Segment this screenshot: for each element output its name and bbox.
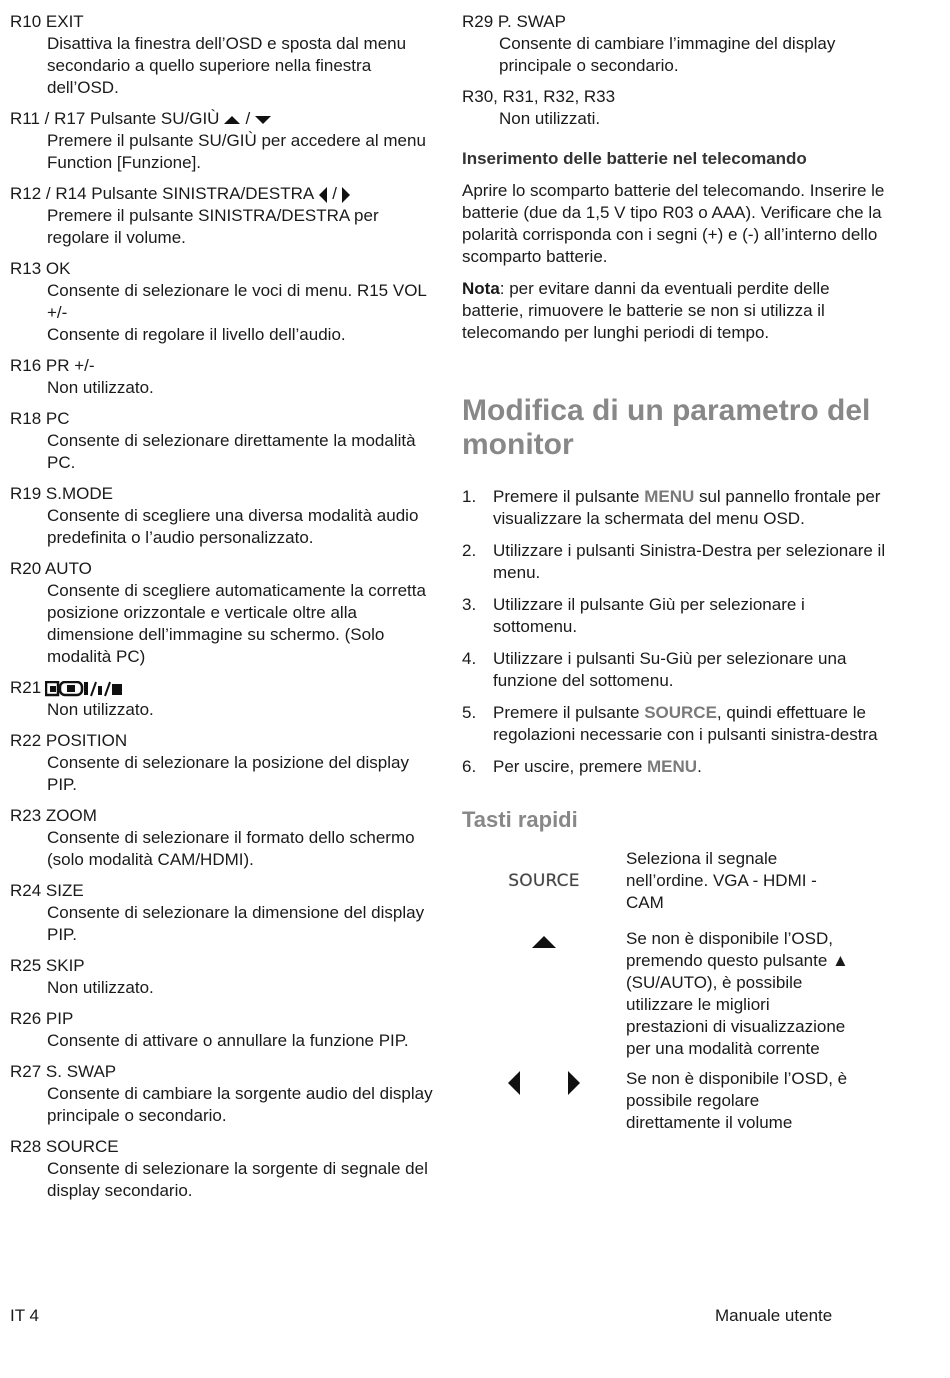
step-text: Premere il pulsante — [493, 487, 645, 506]
entry-title: R25 SKIP — [10, 956, 85, 975]
entry-description: Non utilizzato. — [47, 378, 154, 397]
note-label: Nota — [462, 279, 500, 298]
entry-r29 — [462, 11, 892, 77]
entry-title: R16 PR +/- — [10, 356, 95, 375]
entry-description: Consente di selezionare la dimensione del display PIP. — [47, 903, 425, 944]
entry-r16 — [10, 355, 440, 399]
entry-r20 — [10, 558, 440, 668]
entry-description: Consente di selezionare la sorgente di segnale del display secondario. — [47, 1159, 428, 1200]
source-button-icon — [462, 848, 626, 914]
entry-title: R12 / R14 Pulsante SINISTRA/DESTRA — [10, 184, 315, 203]
entry-description: Non utilizzato. — [47, 700, 154, 719]
step-number: 5. — [462, 703, 477, 722]
left-right-triangles-icon — [462, 1068, 626, 1134]
source-button-label: SOURCE — [508, 871, 580, 891]
step-text: Utilizzare i pulsanti Sinistra-Destra per selezionare il menu. — [493, 541, 886, 582]
footer-page-number: IT 4 — [10, 1306, 39, 1325]
hotkeys-title: Tasti rapidi — [462, 807, 578, 832]
step-number: 1. — [462, 487, 477, 506]
entry-title: R13 OK — [10, 259, 71, 278]
entry-description: Consente di cambiare la sorgente audio del display principale o secondario. — [47, 1084, 433, 1125]
entry-title: R21 — [10, 678, 42, 697]
step-keyword: MENU — [644, 487, 695, 506]
entry-title: R24 SIZE — [10, 881, 84, 900]
entry-description-2: Consente di regolare il livello dell’audio. — [47, 325, 346, 344]
step-item — [462, 702, 892, 746]
step-keyword: SOURCE — [644, 703, 717, 722]
down-triangle-icon — [254, 115, 272, 125]
entry-r27 — [10, 1061, 440, 1127]
step-item — [462, 648, 892, 692]
entry-description: Consente di attivare o annullare la funzione PIP. — [47, 1031, 409, 1050]
step-keyword: MENU — [647, 757, 698, 776]
step-number: 4. — [462, 649, 477, 668]
step-text: Premere il pulsante — [493, 703, 645, 722]
entry-title: R27 S. SWAP — [10, 1062, 117, 1081]
batteries-note — [462, 278, 892, 344]
entry-r11-r17 — [10, 108, 440, 174]
entry-r23 — [10, 805, 440, 871]
entry-title: R18 PC — [10, 409, 70, 428]
step-text-end: , quindi effettuare le regolazioni necessarie con i pulsanti sinistra-destra — [493, 703, 878, 744]
entry-title: R28 SOURCE — [10, 1137, 119, 1156]
footer-manual-title: Manuale utente — [715, 1306, 833, 1325]
step-text: Utilizzare i pulsanti Su-Giù per selezionare una funzione del sottomenu. — [493, 649, 847, 690]
entry-description: Consente di selezionare direttamente la modalità PC. — [47, 431, 416, 472]
entry-title: R22 POSITION — [10, 731, 128, 750]
entry-title-row — [10, 108, 440, 130]
entry-r21 — [10, 677, 440, 721]
entry-description: Disattiva la finestra dell’OSD e sposta dal menu secondario a quello superiore nella finestra dell’OSD. — [47, 34, 407, 97]
section-title: Modifica di un parametro del monitor — [462, 394, 871, 461]
entry-description: Consente di scegliere automaticamente la corretta posizione orizzontale e verticale oltre alla dimensione dell’immagine su schermo. (Solo modalità PC) — [47, 581, 426, 666]
steps-list — [462, 486, 892, 778]
entry-description: Consente di selezionare la posizione del display PIP. — [47, 753, 409, 794]
entry-description: Premere il pulsante SU/GIÙ per accedere al menu Function [Funzione]. — [47, 131, 426, 172]
step-text-end: . — [697, 757, 702, 776]
entry-r19 — [10, 483, 440, 549]
step-text-end: sul pannello frontale per visualizzare la schermata del menu OSD. — [493, 487, 881, 528]
entry-description: Premere il pulsante SINISTRA/DESTRA per regolare il volume. — [47, 206, 379, 247]
step-text: Per uscire, premere — [493, 757, 647, 776]
step-item — [462, 486, 892, 530]
entry-r12-r14 — [10, 183, 440, 249]
right-triangle-icon — [341, 186, 351, 204]
step-number: 3. — [462, 595, 477, 614]
hotkey-up — [462, 928, 892, 1060]
step-item — [462, 594, 892, 638]
step-text: Utilizzare il pulsante Giù per selezionare i sottomenu. — [493, 595, 805, 636]
entry-r30-r33 — [462, 86, 892, 130]
entry-description: Consente di selezionare le voci di menu. R15 VOL +/- — [47, 281, 427, 322]
left-column — [10, 11, 440, 1211]
step-item — [462, 540, 892, 584]
entry-r26 — [10, 1008, 440, 1052]
up-triangle-icon — [462, 928, 626, 1060]
entry-description: Consente di scegliere una diversa modalità audio predefinita o l’audio personalizzato. — [47, 506, 419, 547]
hotkey-text: Seleziona il segnale nell’ordine. VGA - HDMI - CAM — [626, 849, 817, 912]
right-column — [462, 11, 892, 1142]
step-number: 6. — [462, 757, 477, 776]
entry-r10 — [10, 11, 440, 99]
hotkey-source — [462, 848, 892, 914]
hotkey-left-right — [462, 1068, 892, 1134]
entry-title: R20 AUTO — [10, 559, 92, 578]
entry-r28 — [10, 1136, 440, 1202]
entry-title: R26 PIP — [10, 1009, 74, 1028]
batteries-heading: Inserimento delle batterie nel telecomando — [462, 149, 807, 168]
entry-title-row — [10, 677, 440, 699]
batteries-paragraph: Aprire lo scomparto batterie del telecomando. Inserire le batterie (due da 1,5 V tipo R03 o AAA). Verificare che la polarità corrisponda con i segni (+) e (-) all’interno dello scomparto batterie. — [462, 181, 885, 266]
entry-r25 — [10, 955, 440, 999]
entry-title: R23 ZOOM — [10, 806, 97, 825]
entry-title: R10 EXIT — [10, 12, 84, 31]
step-item — [462, 756, 892, 778]
hotkey-text: Se non è disponibile l’OSD, è possibile regolare direttamente il volume — [626, 1069, 848, 1132]
entry-title-row — [10, 183, 440, 205]
entry-title: R11 / R17 Pulsante SU/GIÙ — [10, 109, 220, 128]
entry-title: R30, R31, R32, R33 — [462, 87, 616, 106]
entry-r18 — [10, 408, 440, 474]
left-triangle-icon — [318, 186, 328, 204]
hotkey-text: Se non è disponibile l’OSD, premendo questo pulsante ▲ (SU/AUTO), è possibile utilizzare le migliori prestazioni di visualizzazione per una modalità corrente — [626, 929, 849, 1058]
note-text: : per evitare danni da eventuali perdite delle batterie, rimuovere le batterie se non si utilizza il telecomando per lunghi periodi di tempo. — [462, 279, 830, 342]
entry-title: R19 S.MODE — [10, 484, 113, 503]
entry-description: Non utilizzato. — [47, 978, 154, 997]
entry-description: Consente di selezionare il formato dello schermo (solo modalità CAM/HDMI). — [47, 828, 415, 869]
entry-description: Non utilizzati. — [499, 109, 601, 128]
entry-description: Consente di cambiare l’immagine del display principale o secondario. — [499, 34, 836, 75]
entry-r22 — [10, 730, 440, 796]
up-triangle-icon — [223, 115, 241, 125]
pip-mode-icon — [45, 681, 129, 697]
step-number: 2. — [462, 541, 477, 560]
entry-title-separator: / — [245, 109, 251, 128]
entry-title-separator: / — [332, 184, 337, 203]
entry-title: R29 P. SWAP — [462, 12, 566, 31]
entry-r13 — [10, 258, 440, 346]
entry-r24 — [10, 880, 440, 946]
